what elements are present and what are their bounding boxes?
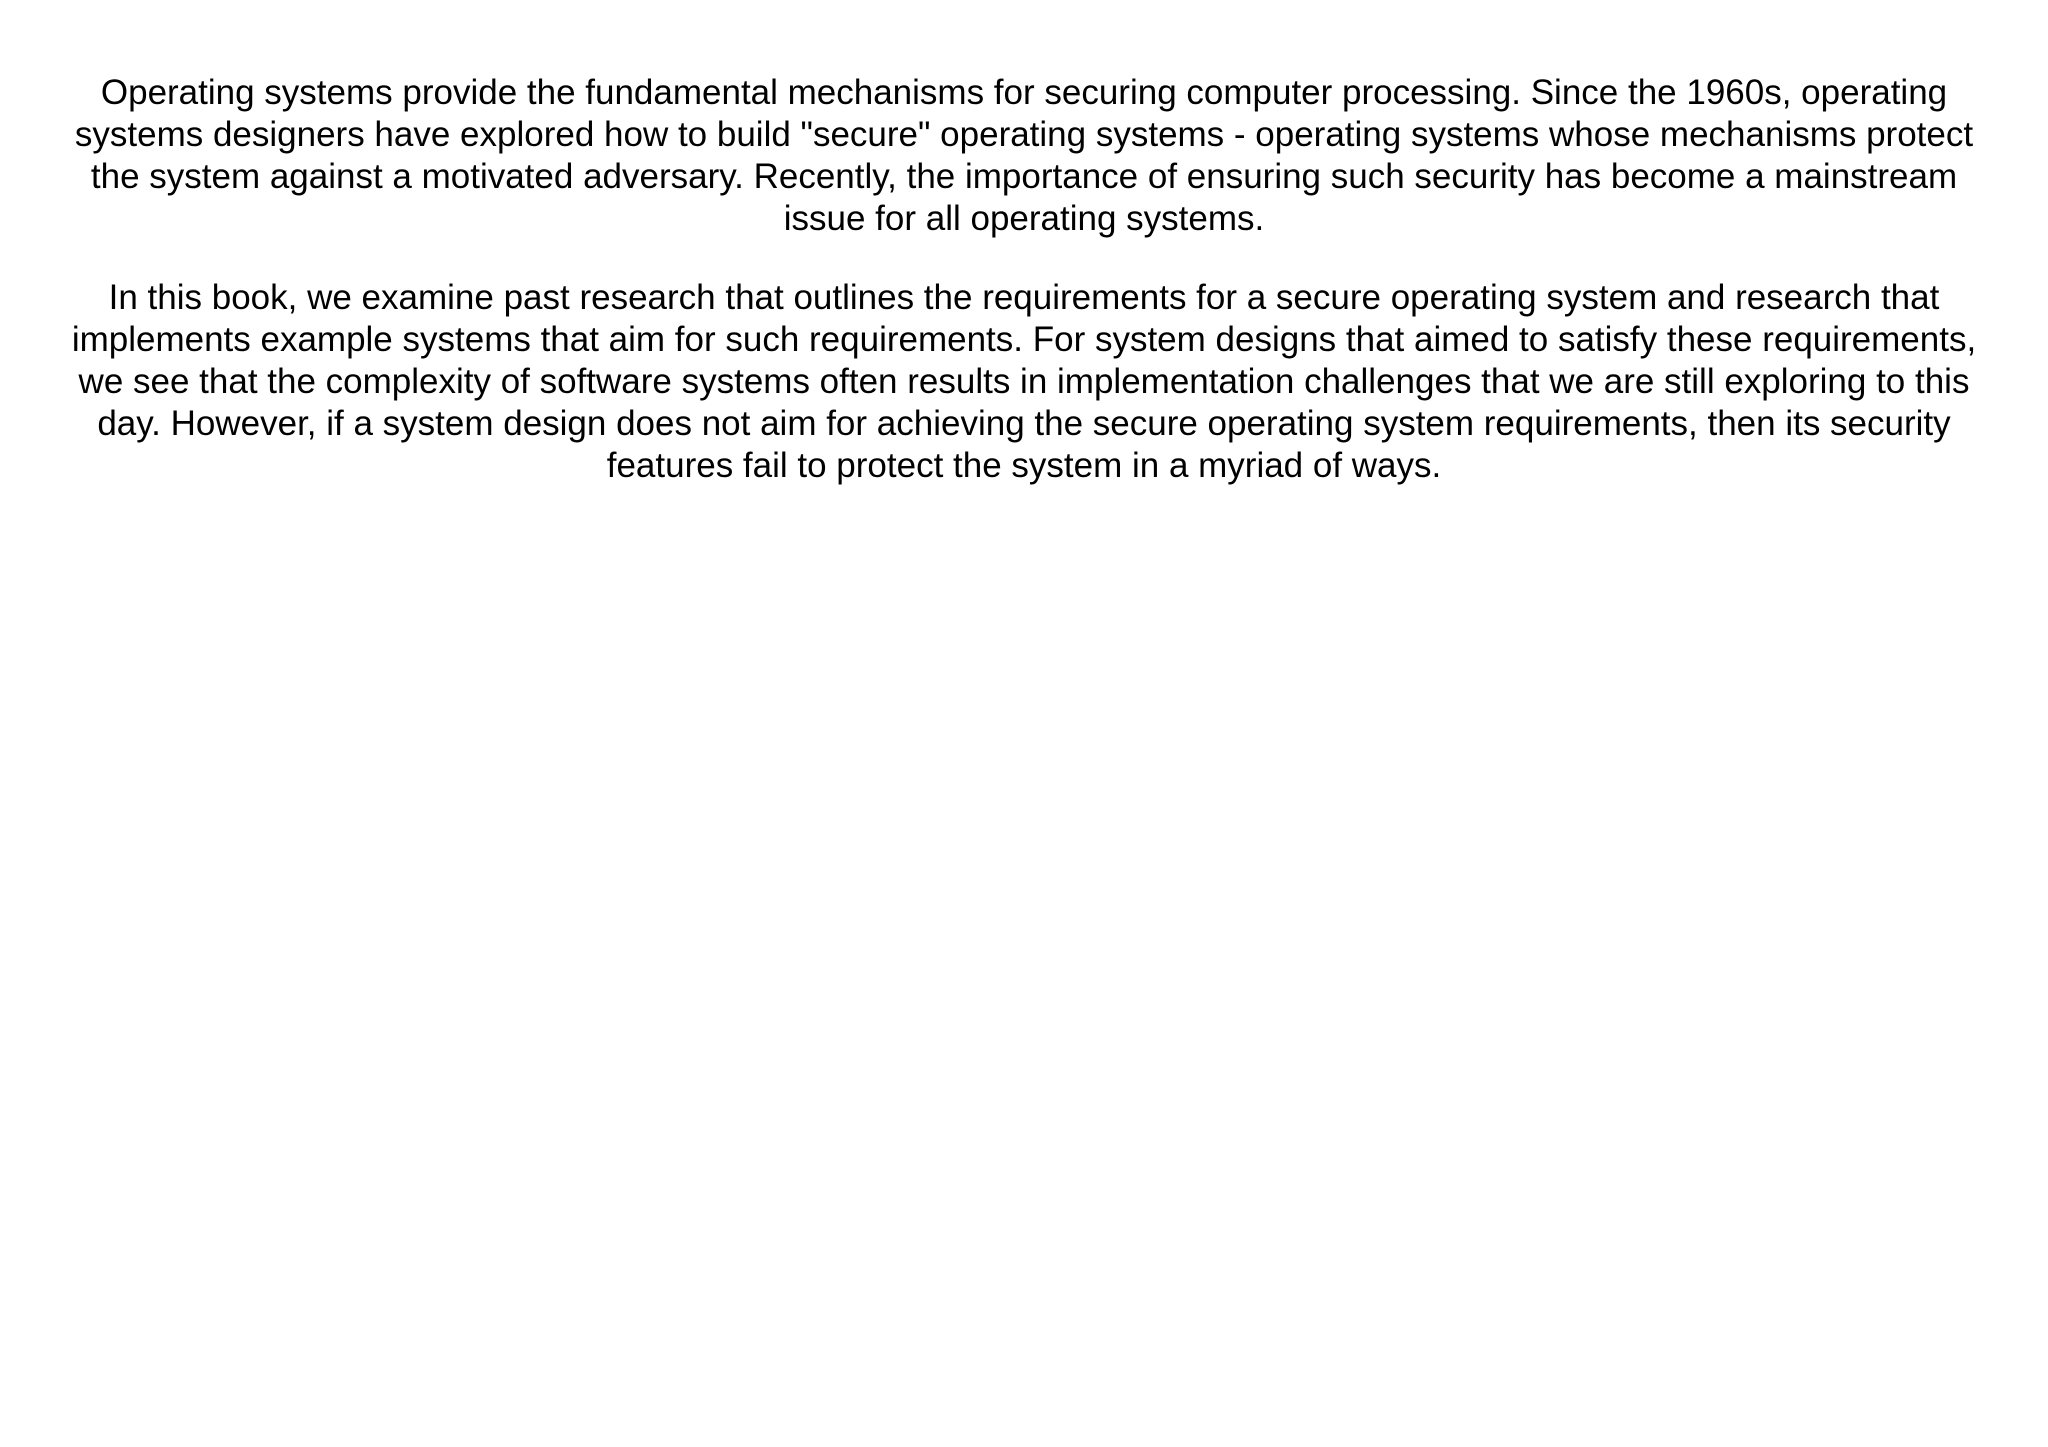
- paragraph-intro: Operating systems provide the fundamental mechanisms for securing computer processing. Since the 1960s, operating systems designers have explored how to build "secure" operating systems - operating systems whose mechanisms protect the system against a motivated adversary. Recently, the importance of ensuring such security has become a mainstream issue for all operating systems.: [74, 73, 1974, 238]
- paragraph-book-overview: In this book, we examine past research that outlines the requirements for a secure operating system and research that implements example systems that aim for such requirements. For system designs that aimed to satisfy these requirements, we see that the complexity of software systems often results in implementation challenges that we are still exploring to this day. However, if a system design does not aim for achieving the secure operating system requirements, then its security features fail to protect the system in a myriad of ways.: [71, 278, 1977, 485]
